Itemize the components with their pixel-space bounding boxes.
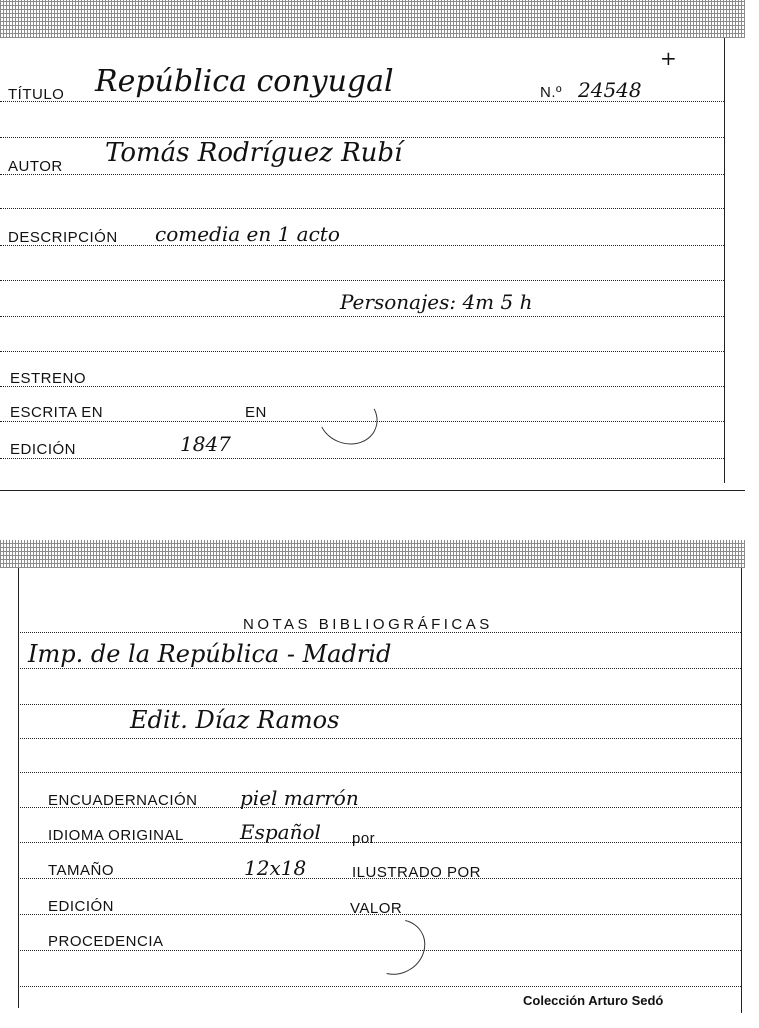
autor-value: Tomás Rodríguez Rubí — [105, 138, 403, 168]
titulo-label: TÍTULO — [8, 86, 65, 103]
notas-bibliograficas-heading: NOTAS BIBLIOGRÁFICAS — [243, 616, 493, 633]
escrita-en-label: ESCRITA EN — [10, 404, 104, 421]
rule — [0, 386, 724, 387]
rule — [18, 668, 741, 669]
rule — [18, 738, 741, 739]
tamano-value: 12x18 — [244, 856, 307, 880]
card-right-border — [741, 568, 742, 1013]
card-top-edge-texture — [0, 0, 745, 38]
note-line-1: Imp. de la República - Madrid — [28, 640, 392, 668]
rule — [18, 986, 741, 987]
rule — [0, 458, 724, 459]
encuadernacion-value: piel marrón — [240, 786, 359, 810]
card-bottom-border — [0, 490, 745, 491]
catalog-card-top — [0, 0, 759, 500]
edicion-label-2: EDICIÓN — [48, 898, 115, 915]
procedencia-label: PROCEDENCIA — [48, 933, 164, 950]
rule — [0, 351, 724, 352]
note-line-2: Edit. Díaz Ramos — [130, 706, 340, 734]
collection-footer: Colección Arturo Sedó — [523, 993, 664, 1008]
numero-mark: + — [660, 46, 677, 70]
card-bottom-edge-texture — [0, 540, 745, 568]
ink-stamp-mark — [357, 909, 436, 986]
rule — [0, 208, 724, 209]
card-right-border — [724, 38, 725, 483]
rule — [18, 704, 741, 705]
catalog-card-bottom — [0, 540, 759, 1028]
ilustrado-por-label: ILUSTRADO POR — [352, 864, 482, 881]
por-label: por — [352, 830, 376, 847]
valor-label: VALOR — [350, 900, 403, 917]
estreno-label: ESTRENO — [10, 370, 87, 387]
autor-label: AUTOR — [8, 158, 63, 175]
descripcion-extra: Personajes: 4m 5 h — [340, 290, 533, 314]
en-label: EN — [245, 404, 267, 421]
rule — [0, 174, 724, 175]
rule — [0, 280, 724, 281]
idioma-original-value: Español — [240, 820, 321, 844]
numero-label: N.º — [540, 84, 562, 101]
encuadernacion-label: ENCUADERNACIÓN — [48, 792, 198, 809]
descripcion-label: DESCRIPCIÓN — [8, 229, 118, 246]
titulo-value: República conyugal — [95, 64, 394, 99]
edicion-label: EDICIÓN — [10, 441, 77, 458]
tamano-label: TAMAÑO — [48, 862, 115, 879]
rule — [18, 772, 741, 773]
descripcion-value: comedia en 1 acto — [155, 222, 340, 246]
ink-stamp-mark — [311, 383, 385, 452]
rule — [0, 316, 724, 317]
idioma-original-label: IDIOMA ORIGINAL — [48, 827, 184, 844]
edicion-value: 1847 — [180, 432, 231, 456]
numero-value: 24548 — [578, 78, 642, 102]
card-left-border — [18, 568, 19, 1008]
